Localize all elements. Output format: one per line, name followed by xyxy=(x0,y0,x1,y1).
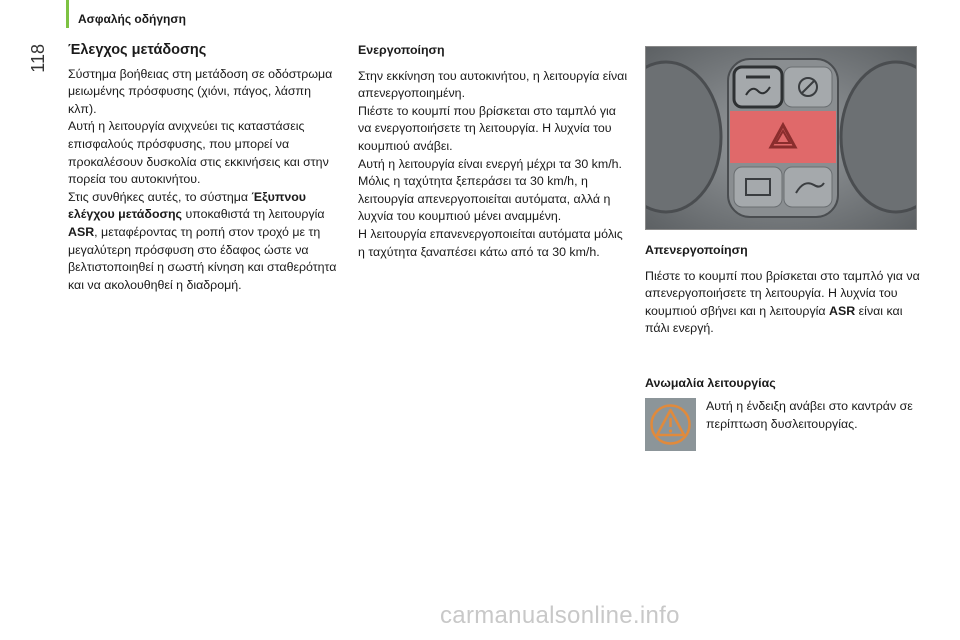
fault-paragraph: Αυτή η ένδειξη ανάβει στο καντράν σε περίπτωση δυσλειτουργίας. xyxy=(706,399,913,431)
fault-heading: Ανωμαλία λειτουργίας xyxy=(645,376,776,390)
intro-paragraph: Σύστημα βοήθειας στη μετάδοση σε οδόστρωμα μειωμένης πρόσφυσης (χιόνι, πάγος, λάσπη κλπ). xyxy=(68,66,333,116)
dashboard-buttons-photo xyxy=(645,46,917,230)
deactivation-paragraph: Πιέστε το κουμπί που βρίσκεται στο ταμπλό για να απενεργοποιήσετε τη λειτουργία. Η λυχνία του κουμπιού σβήνει και η λειτουργία ASR είναι και πάλι ενεργή. xyxy=(645,268,920,336)
activation-column xyxy=(358,42,628,261)
activation-p1: Στην εκκίνηση του αυτοκινήτου, η λειτουργία είναι απενεργοποιημένη. xyxy=(358,68,628,101)
activation-p5: Η λειτουργία επανενεργοποιείται αυτόματα μόλις η ταχύτητα ξαναπέσει κάτω από τα 30 km/h. xyxy=(358,226,623,259)
fault-section xyxy=(645,375,920,401)
watermark: carmanualsonline.info xyxy=(440,602,680,629)
system-paragraph: Στις συνθήκες αυτές, το σύστημα Έξυπνου ελέγχου μετάδοσης υποκαθιστά τη λειτουργία ASR, μεταφέροντας τη ροπή στον τροχό με τη μεγαλύτερη πρόσφυση στο έδαφος ώστε να βελτιστοποιηθεί η σωστή κίνηση και σταθερότητα και να ακολουθηθεί η διαδρομή. xyxy=(68,189,337,292)
activation-heading: Ενεργοποίηση xyxy=(358,43,445,57)
function-paragraph: Αυτή η λειτουργία ανιχνεύει τις καταστάσεις επισφαλούς πρόσφυσης, που μπορεί να προκαλέσουν δυσκολία στις εκκινήσεις και στην πορεία του αυτοκινήτου. xyxy=(68,119,329,187)
page-number: 118 xyxy=(28,44,48,73)
traction-intro-column xyxy=(68,42,338,294)
section-marker xyxy=(66,0,69,28)
warning-triangle-icon xyxy=(645,398,696,451)
activation-p3: Αυτή η λειτουργία είναι ενεργή μέχρι τα 30 km/h. xyxy=(358,156,622,171)
deactivation-section xyxy=(645,242,920,338)
section-title: Ασφαλής οδήγηση xyxy=(78,12,186,26)
activation-p4: Μόλις η ταχύτητα ξεπεράσει τα 30 km/h, η λειτουργία απενεργοποιείται αυτόματα, αλλά η λυχνία του κουμπιού μένει αναμμένη. xyxy=(358,174,611,224)
deactivation-heading: Απενεργοποίηση xyxy=(645,243,748,257)
activation-p2: Πιέστε το κουμπί που βρίσκεται στο ταμπλό για να ενεργοποιήσετε τη λειτουργία. Η λυχνία του κουμπιού ανάβει. xyxy=(358,103,616,153)
main-heading: Έλεγχος μετάδοσης xyxy=(68,42,207,58)
